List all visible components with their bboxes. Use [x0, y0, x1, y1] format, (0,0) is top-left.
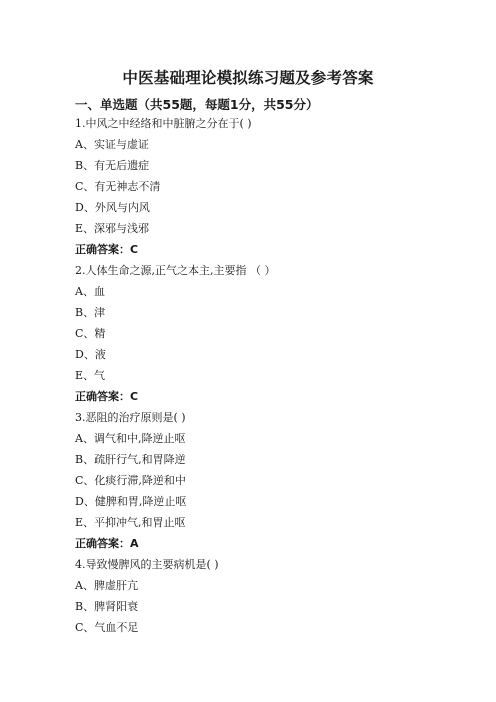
option-e: E、平抑冲气,和胃止呕 — [75, 516, 186, 529]
question-stem: 4.导致慢脾风的主要病机是( ) — [75, 558, 219, 571]
option-b: B、疏肝行气,和胃降逆 — [75, 453, 186, 466]
option-b: B、有无后遗症 — [75, 159, 150, 172]
correct-answer: 正确答案：A — [75, 537, 139, 550]
correct-answer: 正确答案：C — [75, 390, 139, 403]
option-e: E、气 — [75, 369, 106, 382]
option-d: D、液 — [75, 348, 106, 361]
option-c: C、有无神志不清 — [75, 180, 161, 193]
option-d: D、健脾和胃,降逆止呕 — [75, 495, 187, 508]
option-e: E、深邪与浅邪 — [75, 222, 150, 235]
question-stem: 3.恶阻的治疗原则是( ) — [75, 411, 186, 424]
option-a: A、血 — [75, 285, 105, 298]
question-stem: 1.中风之中经络和中脏腑之分在于( ) — [75, 117, 252, 130]
document-title: 中医基础理论模拟练习题及参考答案 — [122, 69, 374, 87]
correct-answer: 正确答案：C — [75, 243, 139, 256]
option-c: C、气血不足 — [75, 621, 139, 634]
option-b: B、津 — [75, 306, 106, 319]
option-c: C、化痰行滞,降逆和中 — [75, 474, 186, 487]
option-a: A、调气和中,降逆止呕 — [75, 432, 186, 445]
option-a: A、实证与虚证 — [75, 138, 149, 151]
option-b: B、脾肾阳衰 — [75, 600, 139, 613]
question-list — [75, 113, 425, 638]
section-heading: 一、单选题（共55题，每题1分，共55分） — [75, 97, 319, 112]
option-a: A、脾虚肝亢 — [75, 579, 138, 592]
option-c: C、精 — [75, 327, 106, 340]
option-d: D、外风与内风 — [75, 201, 150, 214]
question-stem: 2.人体生命之源,正气之本主,主要指 （ ） — [75, 264, 276, 277]
